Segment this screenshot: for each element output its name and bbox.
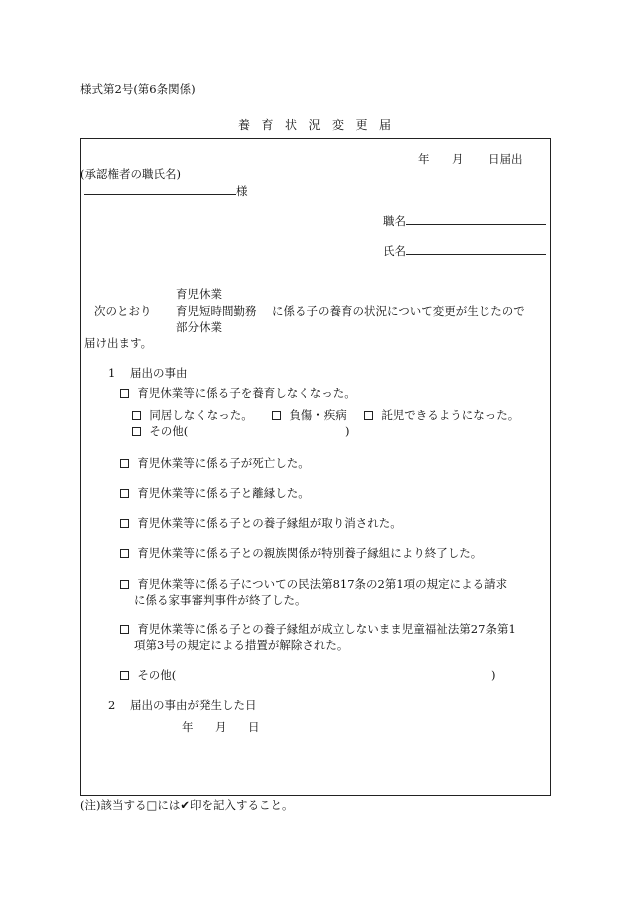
checkbox[interactable] <box>120 625 129 634</box>
sub-other-close-paren: ) <box>345 424 350 438</box>
section1-number: 1 <box>108 366 116 380</box>
section1-heading: 届出の事由 <box>130 366 188 380</box>
reason-other-close-paren: ) <box>491 668 496 682</box>
reason-label: 育児休業等に係る子と離縁した。 <box>137 486 310 500</box>
checkbox[interactable] <box>364 411 373 420</box>
reason-family-court[interactable] <box>120 577 507 592</box>
occurrence-year-label: 年 <box>182 720 194 734</box>
intro-option-1: 育児休業 <box>176 287 222 301</box>
reason-child-died[interactable] <box>120 456 310 471</box>
approver-underline <box>84 181 236 195</box>
reason-label: 育児休業等に係る子との養子縁組が成立しないまま児童福祉法第27条第1 <box>137 622 516 636</box>
date-day-label: 日届出 <box>488 152 523 166</box>
intro-tail: に係る子の養育の状況について変更が生じたので <box>272 304 525 318</box>
job-title-label: 職名 <box>383 214 406 228</box>
checkbox[interactable] <box>120 389 129 398</box>
sub-reason-not-cohabiting[interactable] <box>132 408 253 423</box>
checkbox[interactable] <box>272 411 281 420</box>
job-title-underline <box>406 211 546 225</box>
reason-relation-ended[interactable] <box>120 546 482 561</box>
reason-label: 育児休業等に係る子との親族関係が特別養子縁組により終了した。 <box>137 546 483 560</box>
reason-other[interactable] <box>120 668 176 683</box>
approver-label: (承認権者の職氏名) <box>80 167 181 181</box>
reason-other-label: その他( <box>137 668 177 682</box>
checkbox[interactable] <box>132 427 141 436</box>
reason-measure-lifted-line2: 項第3号の規定による措置が解除された。 <box>134 638 349 652</box>
sub-reason-injury[interactable] <box>272 408 347 423</box>
job-title-field[interactable] <box>383 211 546 229</box>
sub-reason-childcare[interactable] <box>364 408 519 423</box>
checkbox[interactable] <box>120 519 129 528</box>
sub-reason-other[interactable] <box>132 424 188 439</box>
intro-lead: 次のとおり <box>94 304 152 318</box>
section2-number: 2 <box>108 698 116 712</box>
reason-label: 育児休業等に係る子についての民法第817条の2第1項の規定による請求 <box>137 577 508 591</box>
reason-label: 育児休業等に係る子を養育しなくなった。 <box>137 386 356 400</box>
sub-other-label: その他( <box>149 424 189 438</box>
date-year-label: 年 <box>418 152 430 166</box>
footnote: (注)該当する□には✔印を記入すること。 <box>80 798 294 812</box>
name-field[interactable] <box>383 241 546 259</box>
checkbox[interactable] <box>120 489 129 498</box>
reason-family-court-line2: に係る家事審判事件が終了した。 <box>134 593 307 607</box>
intro-option-2: 育児短時間勤務 <box>176 304 257 318</box>
sub-reason-label: 同居しなくなった。 <box>149 408 253 422</box>
reason-no-longer-raising[interactable] <box>120 386 356 401</box>
sub-reason-label: 負傷・疾病 <box>289 408 347 422</box>
reason-measure-lifted[interactable] <box>120 622 516 637</box>
reason-label: 育児休業等に係る子が死亡した。 <box>137 456 310 470</box>
occurrence-month-label: 月 <box>215 720 227 734</box>
approver-suffix: 様 <box>236 184 248 198</box>
approver-field[interactable] <box>84 181 248 199</box>
reason-adoption-cancelled[interactable] <box>120 516 402 531</box>
form-number: 様式第2号(第6条関係) <box>80 82 196 96</box>
checkbox[interactable] <box>132 411 141 420</box>
checkbox[interactable] <box>120 671 129 680</box>
intro-option-3: 部分休業 <box>176 320 222 334</box>
page-title: 養育状況変更届 <box>238 118 403 132</box>
checkbox[interactable] <box>120 580 129 589</box>
name-label: 氏名 <box>383 244 406 258</box>
section2-heading: 届出の事由が発生した日 <box>130 698 257 712</box>
name-underline <box>406 241 546 255</box>
checkbox[interactable] <box>120 549 129 558</box>
reason-dissolved-adoption[interactable] <box>120 486 310 501</box>
reason-label: 育児休業等に係る子との養子縁組が取り消された。 <box>137 516 402 530</box>
intro-line2: 届け出ます。 <box>84 336 153 350</box>
checkbox[interactable] <box>120 459 129 468</box>
date-month-label: 月 <box>452 152 464 166</box>
sub-reason-label: 託児できるようになった。 <box>381 408 520 422</box>
occurrence-day-label: 日 <box>248 720 260 734</box>
